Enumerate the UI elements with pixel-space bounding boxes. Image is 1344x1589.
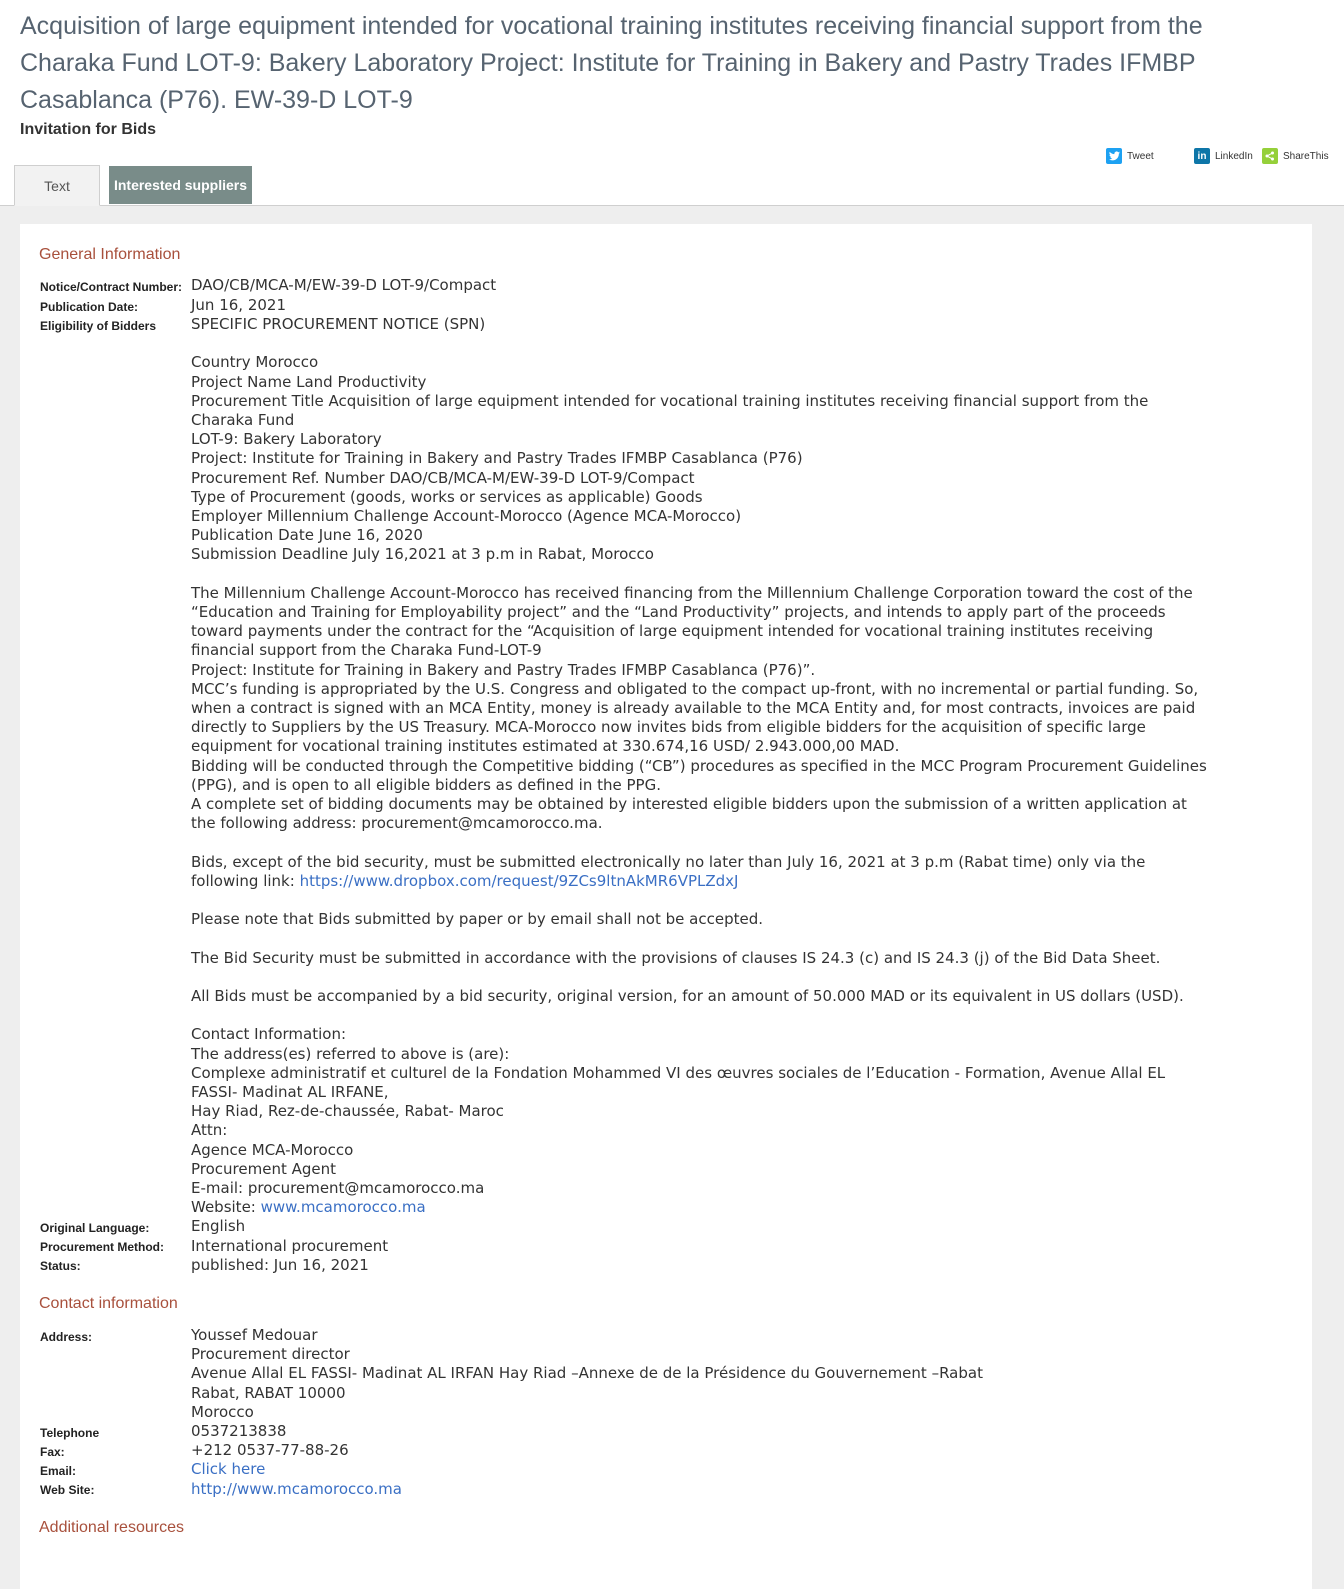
- body-line: Country Morocco: [191, 353, 319, 372]
- fax-value: +212 0537-77-88-26: [191, 1441, 349, 1460]
- body-line: [191, 565, 1276, 584]
- original-language-value: English: [191, 1217, 246, 1236]
- tweet-label: Tweet: [1127, 150, 1154, 162]
- general-information-heading: General Information: [39, 246, 181, 263]
- body-line: Publication Date June 16, 2020: [191, 526, 423, 545]
- body-line: The Bid Security must be submitted in accordance with the provisions of clauses IS 24.3 (c) and IS 24.3 (j) of the Bid Data Sheet.: [191, 948, 1161, 967]
- body-line: SPECIFIC PROCUREMENT NOTICE (SPN): [191, 315, 486, 333]
- tab-interested-suppliers[interactable]: Interested suppliers: [109, 166, 252, 204]
- dropbox-line: [191, 872, 1276, 891]
- body-line: Procurement Title Acquisition of large equipment intended for vocational training institutes receiving financial support from the: [191, 391, 1149, 410]
- body-line: Type of Procurement (goods, works or services as applicable) Goods: [191, 487, 703, 506]
- body-line: The address(es) referred to above is (are):: [191, 1044, 510, 1063]
- body-line: LOT-9: Bakery Laboratory: [191, 430, 382, 449]
- status-value: published: Jun 16, 2021: [191, 1255, 369, 1274]
- additional-resources-heading: Additional resources: [39, 1519, 184, 1536]
- telephone-value: 0537213838: [191, 1422, 287, 1441]
- body-line: [191, 929, 1276, 948]
- eligibility-description: [191, 315, 1276, 1275]
- body-line: Complexe administratif et culturel de la Fondation Mohammed VI des œuvres sociales de l’Education - Formation, Avenue Allal EL: [191, 1063, 1166, 1082]
- website-prefix: Website:: [191, 1198, 261, 1217]
- twitter-icon: [1106, 148, 1122, 164]
- body-line: MCC’s funding is appropriated by the U.S. Congress and obligated to the compact up-front, with no incremental or partial funding. So,: [191, 679, 1199, 698]
- address-line: Avenue Allal EL FASSI- Madinat AL IRFAN Hay Riad –Annexe de de la Présidence du Gouvernement –Rabat: [191, 1364, 983, 1383]
- body-line: Bids, except of the bid security, must be submitted electronically no later than July 16, 2021 at 3 p.m (Rabat time) only via the: [191, 852, 1146, 871]
- body-line: The Millennium Challenge Account-Morocco has received financing from the Millennium Challenge Corporation toward the cost of the: [191, 583, 1193, 602]
- body-line: financial support from the Charaka Fund-LOT-9: [191, 641, 542, 660]
- address-line: Morocco: [191, 1402, 254, 1421]
- contact-information-heading: Contact information: [39, 1295, 178, 1312]
- body-line: E-mail: procurement@mcamorocco.ma: [191, 1179, 485, 1198]
- contact-details: [191, 1326, 1276, 1499]
- tweet-button[interactable]: [1106, 148, 1154, 164]
- body-line: Employer Millennium Challenge Account-Morocco (Agence MCA-Morocco): [191, 507, 742, 526]
- page-title: [20, 8, 1320, 119]
- body-line: Project: Institute for Training in Bakery and Pastry Trades IFMBP Casablanca (P76)”.: [191, 660, 816, 679]
- body-line: [191, 891, 1276, 910]
- linkedin-icon: in: [1194, 148, 1210, 164]
- website-label: Web Site:: [40, 1483, 95, 1497]
- tab-bar: [0, 165, 1344, 206]
- body-line: [191, 833, 1276, 852]
- body-line: (PPG), and is open to all eligible bidders as defined in the PPG.: [191, 775, 661, 794]
- dropbox-link[interactable]: https://www.dropbox.com/request/9ZCs9ltnAkMR6VPLZdxJ: [299, 871, 739, 890]
- website-line: [191, 1198, 1276, 1217]
- body-line: FASSI- Madinat AL IRFANE,: [191, 1083, 389, 1102]
- address-label: Address:: [40, 1330, 93, 1344]
- body-line: Procurement Ref. Number DAO/CB/MCA-M/EW-39-D LOT-9/Compact: [191, 468, 695, 487]
- body-line: “Education and Training for Employability project” and the “Land Productivity” projects, and intends to apply part of the proceeds: [191, 603, 1166, 622]
- procurement-method-label: Procurement Method:: [40, 1240, 165, 1254]
- body-line: toward payments under the contract for the “Acquisition of large equipment intended for vocational training institutes receiving: [191, 622, 1154, 641]
- share-icon: [1262, 148, 1278, 164]
- body-line: Procurement Agent: [191, 1159, 337, 1178]
- body-line: Project: Institute for Training in Bakery and Pastry Trades IFMBP Casablanca (P76): [191, 449, 803, 468]
- publication-date-label: Publication Date:: [40, 300, 139, 314]
- notice-type: Invitation for Bids: [20, 121, 156, 138]
- body-line: All Bids must be accompanied by a bid security, original version, for an amount of 50.000 MAD or its equivalent in US dollars (USD).: [191, 987, 1184, 1006]
- body-line: directly to Suppliers by the US Treasury. MCA-Morocco now invites bids from eligible bidders for the acquisition of specific large: [191, 718, 1146, 737]
- original-language-label: Original Language:: [40, 1221, 150, 1235]
- page-title-line-3: Casablanca (P76). EW-39-D LOT-9: [20, 86, 413, 114]
- eligibility-label: Eligibility of Bidders: [40, 319, 157, 333]
- body-line: Hay Riad, Rez-de-chaussée, Rabat- Maroc: [191, 1102, 504, 1121]
- linkedin-button[interactable]: [1194, 148, 1253, 164]
- notice-number-label: Notice/Contract Number:: [40, 280, 183, 294]
- body-line: Project Name Land Productivity: [191, 372, 427, 391]
- body-line: Please note that Bids submitted by paper or by email shall not be accepted.: [191, 910, 763, 929]
- body-line: Agence MCA-Morocco: [191, 1140, 354, 1159]
- address-line: Procurement director: [191, 1345, 350, 1364]
- body-line: when a contract is signed with an MCA Entity, money is already available to the MCA Entity and, for most contracts, invoices are paid: [191, 699, 1196, 718]
- mca-website-link[interactable]: www.mcamorocco.ma: [260, 1198, 426, 1217]
- sharethis-button[interactable]: [1262, 148, 1329, 164]
- status-label: Status:: [40, 1259, 81, 1273]
- dropbox-line-prefix: following link:: [191, 871, 300, 890]
- procurement-method-value: International procurement: [191, 1236, 389, 1255]
- linkedin-label: LinkedIn: [1215, 150, 1253, 162]
- tab-text[interactable]: Text: [14, 165, 100, 206]
- body-line: [191, 968, 1276, 987]
- address-line: Rabat, RABAT 10000: [191, 1383, 346, 1402]
- body-line: [191, 1006, 1276, 1025]
- body-line: Contact Information:: [191, 1025, 347, 1044]
- body-line: equipment for vocational training institutes estimated at 330.674,16 USD/ 2.943.000,00 MAD.: [191, 737, 900, 756]
- page-title-line-2: Charaka Fund LOT-9: Bakery Laboratory Project: Institute for Training in Bakery and Pastry Trades IFMBP: [20, 49, 1196, 77]
- body-line: Bidding will be conducted through the Competitive bidding (“CB”) procedures as specified in the MCC Program Procurement Guidelines: [191, 756, 1207, 775]
- contact-website-link[interactable]: http://www.mcamorocco.ma: [191, 1479, 402, 1498]
- telephone-label: Telephone: [40, 1426, 100, 1440]
- publication-date-value: Jun 16, 2021: [191, 296, 287, 314]
- email-label: Email:: [40, 1464, 77, 1478]
- body-line: the following address: procurement@mcamorocco.ma.: [191, 814, 603, 833]
- email-link[interactable]: Click here: [191, 1460, 266, 1479]
- body-line: Charaka Fund: [191, 411, 295, 429]
- sharethis-label: ShareThis: [1283, 150, 1329, 162]
- notice-number-value: DAO/CB/MCA-M/EW-39-D LOT-9/Compact: [191, 276, 497, 294]
- address-line: Youssef Medouar: [191, 1326, 318, 1344]
- page-title-line-1: Acquisition of large equipment intended for vocational training institutes receiving financial support from the: [20, 12, 1203, 40]
- fax-label: Fax:: [40, 1445, 65, 1459]
- body-line: Attn:: [191, 1121, 228, 1140]
- body-line: [191, 334, 1276, 353]
- body-line: A complete set of bidding documents may be obtained by interested eligible bidders upon the submission of a written application at: [191, 795, 1187, 814]
- body-line: Submission Deadline July 16,2021 at 3 p.m in Rabat, Morocco: [191, 545, 654, 564]
